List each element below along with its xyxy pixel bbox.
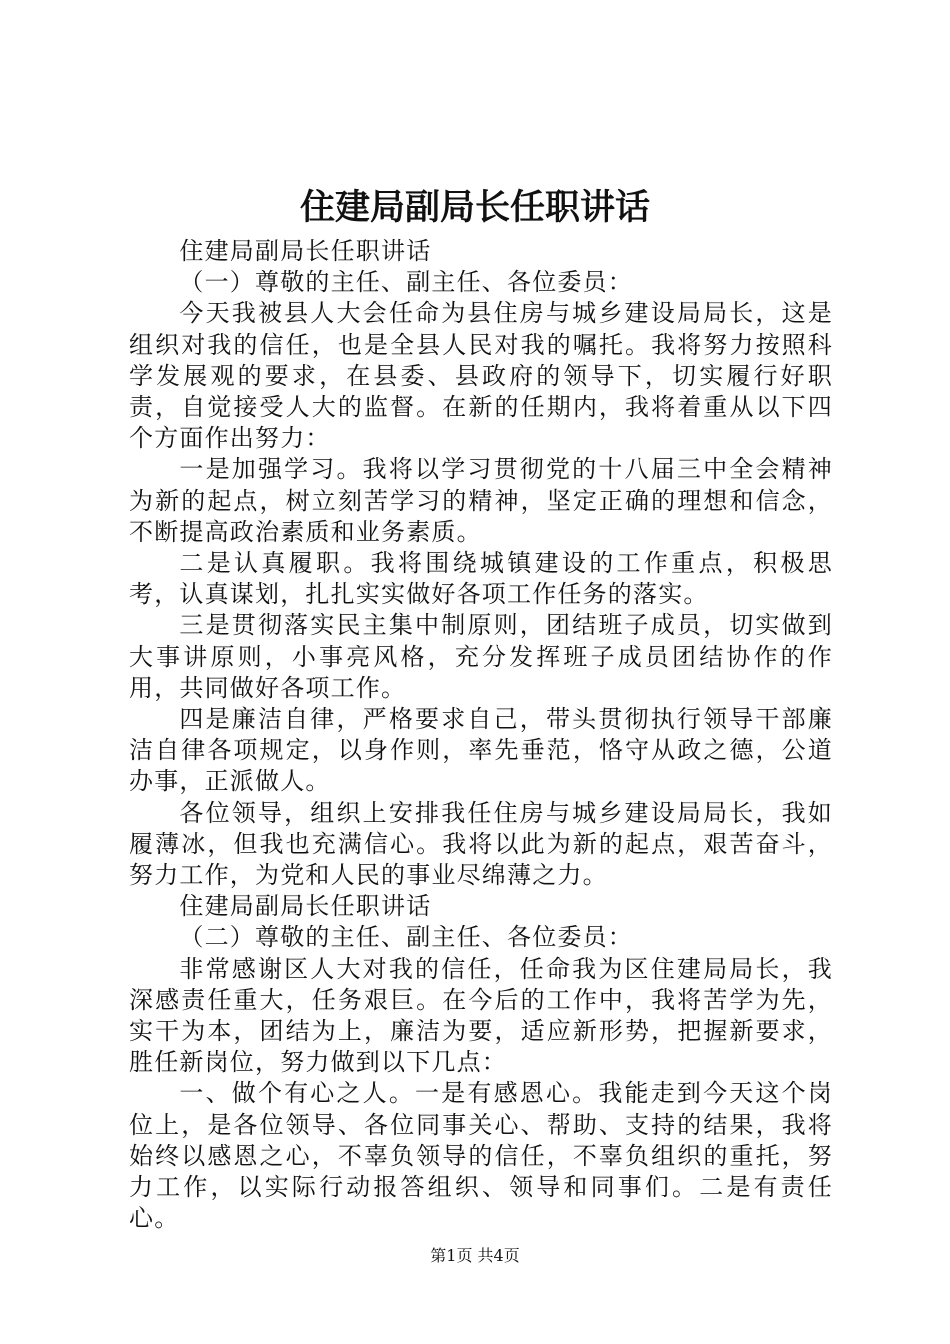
paragraph-subtitle-2: 住建局副局长任职讲话 <box>179 892 432 921</box>
document-body <box>129 236 833 1235</box>
paragraph: 今天我被县人大会任命为县住房与城乡建设局局长，这是组织对我的信任，也是全县人民对我的嘱托。我将努力按照科学发展观的要求，在县委、县政府的领导下，切实履行好职责，自觉接受人大的监督。在新的任期内，我将着重从以下四个方面作出努力： <box>129 299 833 453</box>
page-title: 住建局副局长任职讲话 <box>299 187 650 228</box>
paragraph-subtitle-1: 住建局副局长任职讲话 <box>179 237 432 265</box>
paragraph: 三是贯彻落实民主集中制原则，团结班子成员，切实做到大事讲原则，小事亮风格，充分发挥班子成员团结协作的作用，共同做好各项工作。 <box>129 611 833 702</box>
paragraph: 四是廉洁自律，严格要求自己，带头贯彻执行领导干部廉洁自律各项规定，以身作则，率先垂范，恪守从政之德，公道办事，正派做人。 <box>129 705 833 796</box>
paragraph: 非常感谢区人大对我的信任，任命我为区住建局局长，我深感责任重大，任务艰巨。在今后的工作中，我将苦学为先，实干为本，团结为上，廉洁为要，适应新形势，把握新要求，胜任新岗位，努力做到以下几点： <box>129 954 833 1077</box>
paragraph-salutation-2: （二）尊敬的主任、副主任、各位委员： <box>179 923 633 952</box>
paragraph-salutation-1: （一）尊敬的主任、副主任、各位委员： <box>179 268 633 297</box>
paragraph: 各位领导，组织上安排我任住房与城乡建设局局长，我如履薄冰，但我也充满信心。我将以此为新的起点，艰苦奋斗，努力工作，为党和人民的事业尽绵薄之力。 <box>129 798 833 890</box>
paragraph: 一是加强学习。我将以学习贯彻党的十八届三中全会精神为新的起点，树立刻苦学习的精神，坚定正确的理想和信念，不断提高政治素质和业务素质。 <box>129 455 833 546</box>
page-number-footer: 第1页 共4页 <box>430 1246 520 1265</box>
paragraph: 二是认真履职。我将围绕城镇建设的工作重点，积极思考，认真谋划，扎扎实实做好各项工作任务的落实。 <box>129 549 833 609</box>
paragraph: 一、做个有心之人。一是有感恩心。我能走到今天这个岗位上，是各位领导、各位同事关心、帮助、支持的结果，我将始终以感恩之心，不辜负领导的信任，不辜负组织的重托，努力工作，以实际行动报答组织、领导和同事们。二是有责任心。 <box>129 1079 833 1233</box>
